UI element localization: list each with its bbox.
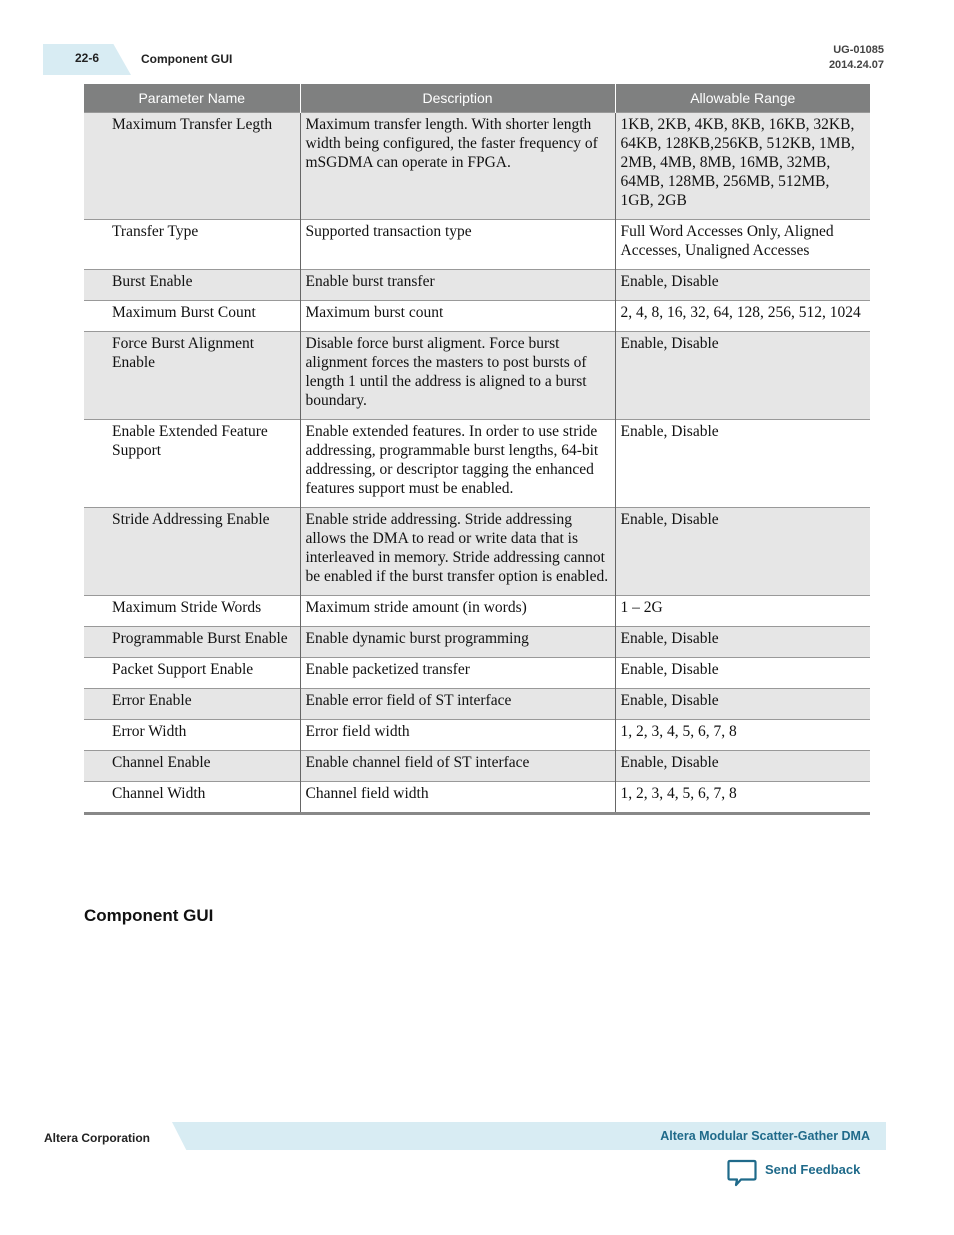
range-cell: Enable, Disable <box>615 689 870 720</box>
parameter-name-cell: Stride Addressing Enable <box>84 508 300 596</box>
parameter-name-cell: Error Width <box>84 720 300 751</box>
speech-bubble-icon <box>727 1158 757 1188</box>
description-cell: Enable burst transfer <box>300 270 615 301</box>
table-row <box>84 508 870 596</box>
range-cell: Enable, Disable <box>615 508 870 596</box>
description-cell: Maximum transfer length. With shorter length width being configured, the faster frequency of mSGDMA can operate in FPGA. <box>300 113 615 220</box>
table-header-row <box>84 84 870 113</box>
range-cell: 1, 2, 3, 4, 5, 6, 7, 8 <box>615 782 870 814</box>
description-cell: Error field width <box>300 720 615 751</box>
column-header-allowable-range: Allowable Range <box>615 84 870 113</box>
table-row <box>84 689 870 720</box>
range-cell: 2, 4, 8, 16, 32, 64, 128, 256, 512, 1024 <box>615 301 870 332</box>
table-row <box>84 113 870 220</box>
table-row <box>84 782 870 814</box>
column-header-parameter-name: Parameter Name <box>84 84 300 113</box>
range-cell: Enable, Disable <box>615 751 870 782</box>
table-row <box>84 596 870 627</box>
description-cell: Channel field width <box>300 782 615 814</box>
table-row <box>84 420 870 508</box>
table-row <box>84 332 870 420</box>
description-cell: Maximum burst count <box>300 301 615 332</box>
parameter-name-cell: Maximum Transfer Legth <box>84 113 300 220</box>
table-row <box>84 658 870 689</box>
table-row <box>84 751 870 782</box>
parameter-name-cell: Error Enable <box>84 689 300 720</box>
parameter-name-cell: Enable Extended Feature Support <box>84 420 300 508</box>
column-header-description: Description <box>300 84 615 113</box>
range-cell: Full Word Accesses Only, Aligned Accesses, Unaligned Accesses <box>615 220 870 270</box>
description-cell: Enable extended features. In order to use stride addressing, programmable burst lengths, 64-bit addressing, or descriptor tagging the enhanced features support must be enabled. <box>300 420 615 508</box>
range-cell: Enable, Disable <box>615 420 870 508</box>
description-cell: Enable channel field of ST interface <box>300 751 615 782</box>
description-cell: Supported transaction type <box>300 220 615 270</box>
send-feedback-label: Send Feedback <box>765 1162 861 1177</box>
parameter-name-cell: Maximum Stride Words <box>84 596 300 627</box>
range-cell: 1 – 2G <box>615 596 870 627</box>
range-cell: Enable, Disable <box>615 658 870 689</box>
range-cell: Enable, Disable <box>615 332 870 420</box>
section-heading: Component GUI <box>84 906 214 925</box>
parameter-table <box>84 84 870 815</box>
table-row <box>84 627 870 658</box>
table-row <box>84 301 870 332</box>
description-cell: Maximum stride amount (in words) <box>300 596 615 627</box>
description-cell: Enable error field of ST interface <box>300 689 615 720</box>
parameter-name-cell: Channel Width <box>84 782 300 814</box>
parameter-name-cell: Channel Enable <box>84 751 300 782</box>
description-cell: Enable dynamic burst programming <box>300 627 615 658</box>
document-id-block <box>829 43 884 73</box>
footer-company: Altera Corporation <box>44 1131 151 1145</box>
footer-document-title[interactable]: Altera Modular Scatter-Gather DMA <box>660 1129 870 1143</box>
description-cell: Enable packetized transfer <box>300 658 615 689</box>
parameter-name-cell: Transfer Type <box>84 220 300 270</box>
parameter-name-cell: Programmable Burst Enable <box>84 627 300 658</box>
page-number: 22-6 <box>75 51 100 65</box>
description-cell: Disable force burst aligment. Force burst alignment forces the masters to post bursts of length 1 until the address is aligned to a burst boundary. <box>300 332 615 420</box>
document-id: UG-01085 <box>833 44 884 56</box>
parameter-name-cell: Packet Support Enable <box>84 658 300 689</box>
document-date: 2014.24.07 <box>828 59 884 71</box>
range-cell: 1KB, 2KB, 4KB, 8KB, 16KB, 32KB, 64KB, 128KB,256KB, 512KB, 1MB, 2MB, 4MB, 8MB, 16MB, 32MB, 64MB, 128MB, 256MB, 512MB, 1GB, 2GB <box>615 113 870 220</box>
table-row <box>84 720 870 751</box>
range-cell: 1, 2, 3, 4, 5, 6, 7, 8 <box>615 720 870 751</box>
parameter-name-cell: Burst Enable <box>84 270 300 301</box>
range-cell: Enable, Disable <box>615 270 870 301</box>
range-cell: Enable, Disable <box>615 627 870 658</box>
table-row <box>84 220 870 270</box>
parameter-name-cell: Maximum Burst Count <box>84 301 300 332</box>
description-cell: Enable stride addressing. Stride addressing allows the DMA to read or write data that is interleaved in memory. Stride addressing cannot be enabled if the burst transfer option is enabled. <box>300 508 615 596</box>
send-feedback-link[interactable] <box>727 1158 860 1188</box>
parameter-name-cell: Force Burst Alignment Enable <box>84 332 300 420</box>
table-row <box>84 270 870 301</box>
running-section-title: Component GUI <box>141 52 233 66</box>
